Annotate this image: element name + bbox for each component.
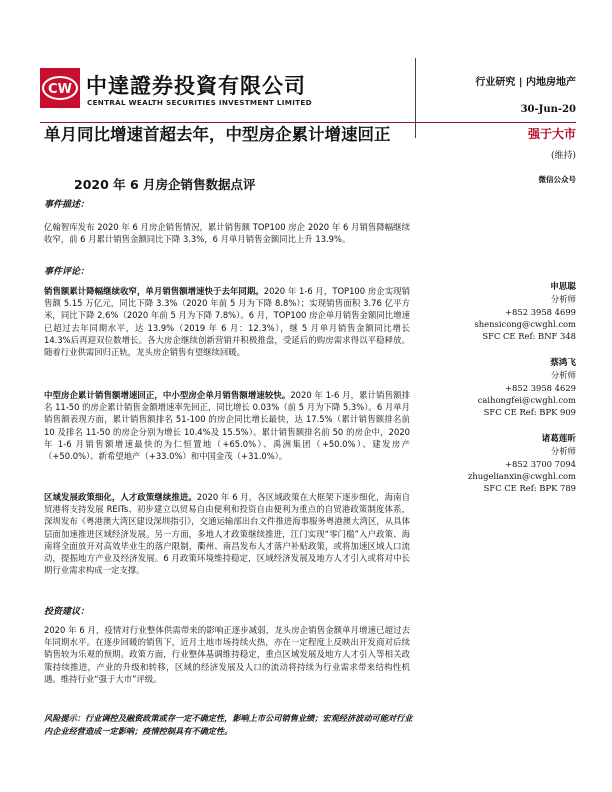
company-logo	[40, 68, 80, 108]
analyst-title: 分析师	[550, 294, 576, 305]
analyst-name: 申思聪	[550, 282, 576, 292]
logo-mark-icon	[40, 68, 80, 108]
investment-paragraph: 2020 年 6 月，疫情对行业整体供需带来的影响正逐步减弱，龙头房企销售金额单月增速已超过去年同期水平。在逐步回暖的销售下，近月土地市场持续火热，亦在一定程度上反映出开发商对后续销售较为乐观的预期。政策方面，行业整体基调维持稳定，重点区域发展及地方人才引入等相关政策持续推进，产业的升级和转移，区域的经济发展及人口的流动将持续为行业需求带来结构性机遇。维持行业“强于大市”评级。	[44, 625, 410, 684]
event-paragraph: 亿翰智库发布 2020 年 6 月房企销售情况，累计销售额 TOP100 房企 2020 年 6 月销售降幅继续收窄，前 6 月累计销售金额同比下降 3.3%，6 月单月销售金额同比上升 13.9%。	[44, 222, 410, 245]
policy-lead: 区域发展政策细化，人才政策继续推进。	[44, 492, 197, 502]
analyst-title: 分析师	[550, 446, 576, 457]
report-date: 30-Jun-20	[520, 104, 576, 115]
analyst-email[interactable]: zhugelianxin@cwghl.com	[467, 470, 576, 481]
report-title: 单月同比增速首超去年，中型房企累计增速回正	[44, 125, 391, 144]
analyst-name: 蔡鸿飞	[550, 358, 576, 368]
investment-heading: 投资建议：	[44, 607, 90, 617]
report-header	[40, 60, 576, 120]
midsize-body: 2020 年 1-6 月，累计销售额排名 11-50 的房企累计销售金额增速率先回正，同比增长 0.03%（前 5 月为下降 5.3%）。6 月单月销售额表现方面，累计销售额排名 51-100 的房企同比增长最快，达 17.5%（累计销售额排名前 10 及排名 11-50 的房企分别为增长 10.4%及 15.5%）。累计销售额排名前 50 的房企中，2020 年 1-6 月销售额增速最快的为仁恒置地（+65.0%）、禹洲集团（+50.0%）、建发房产（+50.0%）、新希望地产（+33.0%）和中国金茂（+31.0%）。	[44, 390, 410, 462]
analyst-ref: SFC CE Ref: BNF 348	[482, 331, 576, 342]
logo-text: CW	[48, 82, 72, 97]
analyst-ref: SFC CE Ref: BPK 909	[483, 407, 576, 418]
analyst-name: 诸葛莲昕	[541, 434, 576, 444]
rating-status: (维持)	[550, 151, 576, 161]
analyst-phone: +852 3700 7094	[505, 458, 576, 469]
analyst-card	[426, 281, 576, 342]
report-subtitle: 2020 年 6 月房企销售数据点评	[74, 177, 256, 192]
midsize-lead: 中型房企累计销售额增速回正，中小型房企单月销售额增速较快。	[44, 390, 291, 400]
comment-paragraph-policy	[44, 491, 410, 576]
analyst-card	[426, 357, 576, 418]
sales-lead: 销售额累计降幅继续收窄，单月销售额增速快于去年同期。	[44, 286, 264, 296]
report-category: 行业研究 | 内地房地产	[475, 77, 576, 88]
vertical-divider	[415, 58, 416, 138]
analyst-ref: SFC CE Ref: BPK 789	[483, 483, 576, 494]
comment-paragraph-midsize	[44, 389, 410, 462]
industry-rating: 强于大市	[527, 127, 576, 141]
policy-body: 2020 年 6 月，各区域政策在大框架下逐步细化，海南自贸港将支持发展 REITs、初步建立以贸易自由便利和投资自由便利为重点的自贸港政策制度体系，深圳发布《粤港澳大湾区建设深圳指引》，交通运输部出台文件推进海事服务粤港澳大湾区，从具体层面加速推进区域经济发展。另一方面，多地人才政策继续推进，江门实现“零门槛”入户政策、海南将全面放开对高效毕业生的落户限制，衢州、南昌发布人才落户补贴政策，或将加速区域人口流动，提振地方产业及经济发展。6 月政策环境维持稳定，区域经济发展及地方人才引入或将对中长期行业需求构成一定支撑。	[44, 492, 410, 576]
analyst-phone: +852 3958 4629	[505, 382, 576, 393]
analyst-card	[426, 433, 576, 494]
analyst-email[interactable]: caihongfei@cwghl.com	[477, 394, 576, 405]
event-heading: 事件描述：	[44, 200, 90, 210]
analyst-email[interactable]: shensicong@cwghl.com	[474, 318, 576, 329]
risk-warning: 风险提示：行业调控及融资政策或存一定不确定性，影响上市公司销售业绩；宏观经济波动可能对行业内企业经营造成一定影响；疫情控制具有不确定性。	[44, 713, 413, 736]
comment-heading: 事件评论：	[44, 267, 90, 277]
analyst-title: 分析师	[550, 370, 576, 381]
sales-body: 2020 年 1-6 月，TOP100 房企实现销售额 5.15 万亿元，同比下降 3.3%（2020 年前 5 月为下降 8.8%）；实现销售面积 3.76 亿平方米，同比下降 2.6%（2020 年前 5 月为下降 7.8%）。6 月，TOP100 房企单月销售金额同比增速已超过去年同期水平，达 13.9%（2019 年 6 月：12.3%），继 5 月单月销售金额同比增长 14.3%后再迎双位数增长。各大房企继续创新营销并积极推盘，受延后的购房需求得以平稳释放。随着行业供需回归正轨，龙头房企销售有望继续回暖。	[44, 286, 411, 358]
company-name-cn: 中達證券投資有限公司	[86, 74, 306, 98]
company-name-en: CENTRAL WEALTH SECURITIES INVESTMENT LIMITED	[87, 98, 312, 107]
analyst-phone: +852 3958 4699	[505, 306, 576, 317]
wechat-label: 微信公众号	[538, 175, 576, 184]
comment-paragraph-sales	[44, 285, 410, 358]
